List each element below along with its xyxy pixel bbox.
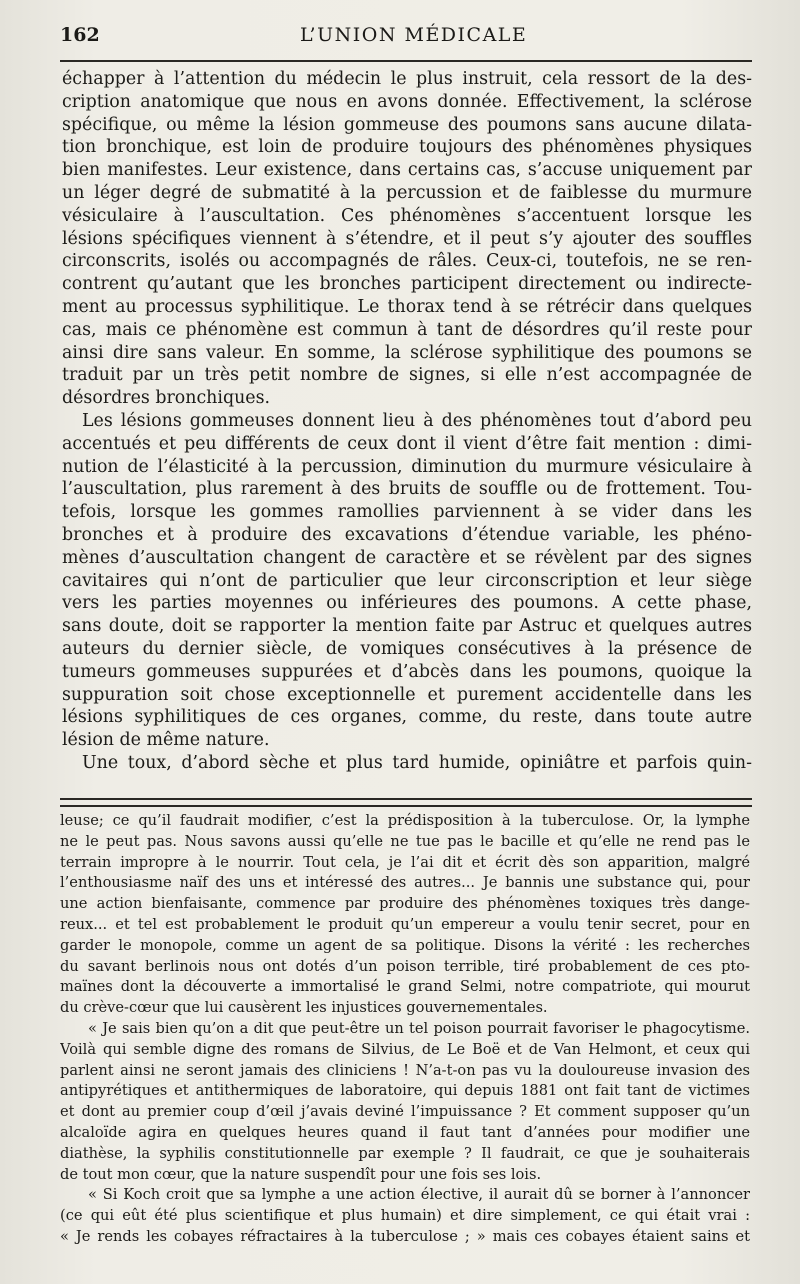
footnote-line: (ce qui eût été plus scientifique et plus humain) et dire simplement, ce qui était vrai : <box>60 1207 750 1225</box>
body-text <box>62 68 752 775</box>
page-header <box>60 20 752 56</box>
footnote-line: « Je rends les cobayes réfractaires à la tuberculose ; » mais ces cobayes étaient sains et <box>60 1227 750 1245</box>
body-line: nution de l’élasticité à la percussion, diminution du murmure vésiculaire à <box>62 456 752 477</box>
body-line: cription anatomique que nous en avons donnée. Effectivement, la sclérose <box>62 91 752 112</box>
body-line: lésions spécifiques viennent à s’étendre, et il peut s’y ajouter des souffles <box>62 228 752 249</box>
footnote-line: ne le peut pas. Nous savons aussi qu’elle ne tue pas le bacille et qu’elle ne rend pas le <box>60 832 750 850</box>
footnote-line: reux... et tel est probablement le produit qu’un empereur a voulu tenir secret, pour en <box>60 915 750 933</box>
footnote-line: diathèse, la syphilis constitutionnelle par exemple ? Il faudrait, ce que je souhaiterais <box>60 1144 750 1162</box>
footnote-line: l’enthousiasme naïf des uns et intéressé des autres... Je bannis une substance qui, pour <box>60 874 750 892</box>
body-line: spécifique, ou même la lésion gommeuse des poumons sans aucune dilata- <box>62 114 752 135</box>
body-line: mènes d’auscultation changent de caractère et se révèlent par des signes <box>62 547 752 568</box>
body-line: suppuration soit chose exceptionnelle et purement accidentelle dans les <box>62 684 752 705</box>
footnote-line: une action bienfaisante, commence par produire des phénomènes toxiques très dange- <box>60 895 750 913</box>
footnote-line: et dont au premier coup d’œil j’avais deviné l’impuissance ? Et comment supposer qu’un <box>60 1103 750 1121</box>
body-line: échapper à l’attention du médecin le plus instruit, cela ressort de la des- <box>62 69 752 89</box>
body-line: cas, mais ce phénomène est commun à tant de désordres qu’il reste pour <box>62 319 752 340</box>
body-line: cavitaires qui n’ont de particulier que leur circonscription et leur siège <box>62 570 752 591</box>
body-line: accentués et peu différents de ceux dont il vient d’être fait mention : dimi- <box>62 433 752 454</box>
body-line: vers les parties moyennes ou inférieures des poumons. A cette phase, <box>62 593 752 614</box>
body-line: bien manifestes. Leur existence, dans certains cas, s’accuse uniquement par <box>62 160 752 181</box>
body-line: traduit par un très petit nombre de signes, si elle n’est accompagnée de <box>62 365 752 386</box>
footnote-line: de tout mon cœur, que la nature suspendît pour une fois ses lois. <box>60 1165 542 1183</box>
body-line: circonscrits, isolés ou accompagnés de râles. Ceux-ci, toutefois, ne se ren- <box>62 251 752 272</box>
body-line: contrent qu’autant que les bronches participent directement ou indirecte- <box>62 274 752 295</box>
footnote-line: leuse; ce qu’il faudrait modifier, c’est la prédisposition à la tuberculose. Or, la lymphe <box>60 812 750 829</box>
body-line: auteurs du dernier siècle, de vomiques consécutives à la présence de <box>62 638 752 659</box>
body-line: ment au processus syphilitique. Le thorax tend à se rétrécir dans quelques <box>62 296 752 317</box>
body-line: l’auscultation, plus rarement à des bruits de souffle ou de frottement. Tou- <box>62 479 752 500</box>
footnote-line: « Si Koch croit que sa lymphe a une action élective, il aurait dû se borner à l’annoncer <box>88 1186 750 1204</box>
body-line: lésions syphilitiques de ces organes, comme, du reste, dans toute autre <box>62 707 752 728</box>
footnote-line: du savant berlinois nous ont dotés d’un poison terrible, tiré probablement de ces pto- <box>60 957 750 975</box>
page-number: 162 <box>60 24 100 46</box>
body-line: Une toux, d’abord sèche et plus tard humide, opiniâtre et parfois quin- <box>82 752 752 773</box>
header-rule <box>60 60 752 62</box>
footnote <box>60 811 750 1248</box>
body-line: désordres bronchiques. <box>62 388 271 409</box>
body-line: un léger degré de submatité à la percussion et de faiblesse du murmure <box>62 182 752 203</box>
footnote-line: Voilà qui semble digne des romans de Silvius, de Le Boë et de Van Helmont, et ceux qui <box>60 1040 750 1058</box>
footnote-separator <box>60 798 752 807</box>
body-line: Les lésions gommeuses donnent lieu à des phénomènes tout d’abord peu <box>82 410 752 431</box>
footnote-line: garder le monopole, comme un agent de sa politique. Disons la vérité : les recherches <box>60 936 750 954</box>
running-title: L’UNION MÉDICALE <box>300 24 528 46</box>
footnote-line: parlent ainsi ne seront jamais des cliniciens ! N’a-t-on pas vu la douloureuse invasion des <box>60 1061 750 1079</box>
body-line: lésion de même nature. <box>62 730 270 751</box>
footnote-line: terrain impropre à le nourrir. Tout cela, je l’ai dit et écrit dès son apparition, malgré <box>60 853 750 871</box>
body-line: sans doute, doit se rapporter la mention faite par Astruc et quelques autres <box>62 616 752 637</box>
footnote-line: du crève-cœur que lui causèrent les injustices gouvernementales. <box>60 999 548 1017</box>
body-line: tion bronchique, est loin de produire toujours des phénomènes physiques <box>62 137 752 158</box>
body-line: ainsi dire sans valeur. En somme, la sclérose syphilitique des poumons se <box>62 342 752 363</box>
body-line: tumeurs gommeuses suppurées et d’abcès dans les poumons, quoique la <box>62 661 752 682</box>
body-line: vésiculaire à l’auscultation. Ces phénomènes s’accentuent lorsque les <box>62 205 752 226</box>
body-line: bronches et à produire des excavations d’étendue variable, les phéno- <box>62 524 752 545</box>
footnote-line: « Je sais bien qu’on a dit que peut-être un tel poison pourrait favoriser le phagocytisme. <box>88 1019 750 1037</box>
footnote-line: antipyrétiques et antithermiques de laboratoire, qui depuis 1881 ont fait tant de victimes <box>60 1082 750 1100</box>
footnote-line: maïnes dont la découverte a immortalisé le grand Selmi, notre compatriote, qui mourut <box>60 978 750 996</box>
body-line: tefois, lorsque les gommes ramollies parviennent à se vider dans les <box>62 502 752 523</box>
footnote-line: alcaloïde agira en quelques heures quand il faut tant d’années pour modifier une <box>60 1123 750 1141</box>
